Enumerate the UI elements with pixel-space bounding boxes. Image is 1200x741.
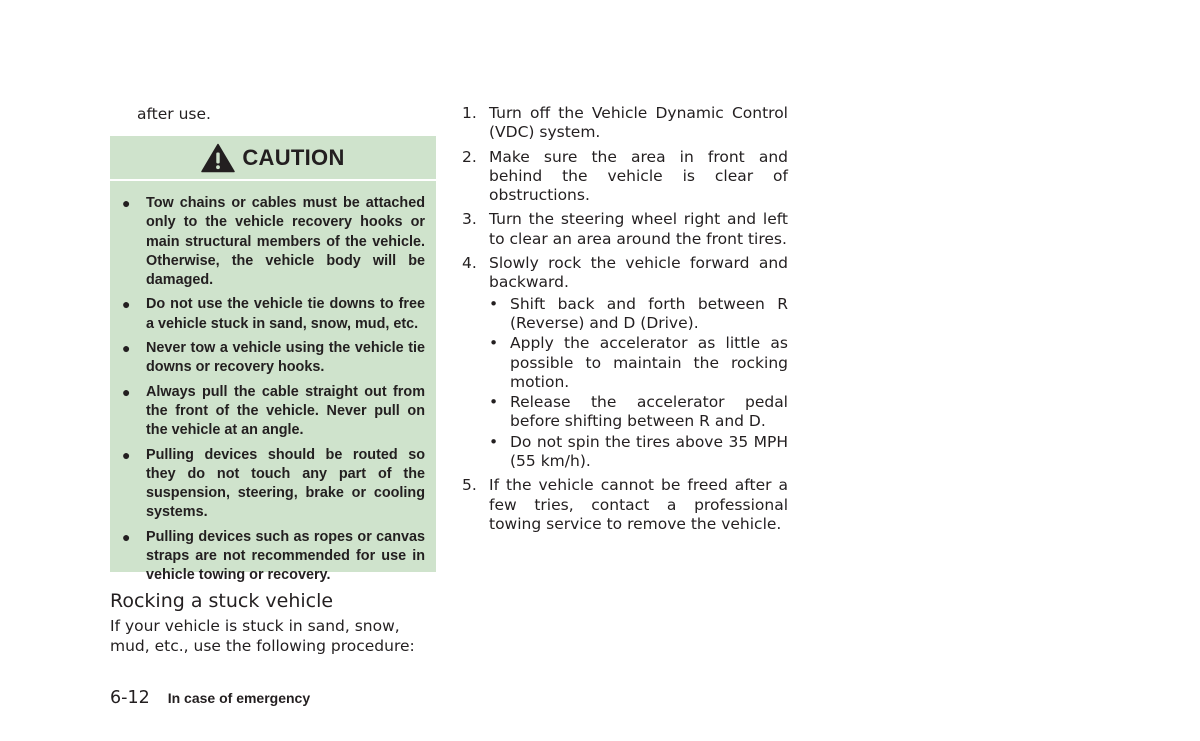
substep-text: Release the accelerator pedal before shifting between R and D.	[510, 393, 788, 431]
caution-item	[121, 339, 425, 378]
footer-title: In case of emergency	[167, 690, 311, 706]
caution-item	[121, 383, 425, 441]
bullet-icon: ●	[122, 195, 131, 211]
bullet-icon: •	[489, 294, 499, 313]
procedure-steps	[462, 104, 788, 539]
caution-header	[110, 136, 436, 181]
substep-item	[489, 393, 788, 432]
caution-item-text: Never tow a vehicle using the vehicle tie downs or recovery hooks.	[146, 340, 425, 376]
step-item	[462, 210, 788, 249]
step-text: Turn the steering wheel right and left to clear an area around the front tires.	[489, 210, 788, 248]
intro-text: after use.	[137, 105, 211, 123]
caution-item-text: Pulling devices should be routed so they do not touch any part of the suspension, steering, brake or cooling systems.	[146, 446, 425, 521]
caution-item-text: Pulling devices such as ropes or canvas straps are not recommended for use in vehicle towing or recovery.	[146, 528, 425, 584]
step-item	[462, 254, 788, 471]
step-text: Make sure the area in front and behind the vehicle is clear of obstructions.	[489, 147, 788, 205]
substep-text: Shift back and forth between R (Reverse) and D (Drive).	[510, 294, 788, 332]
step-number: 1.	[462, 104, 477, 122]
section-heading: Rocking a stuck vehicle	[110, 590, 334, 612]
caution-item-text: Tow chains or cables must be attached only to the vehicle recovery hooks or main structural members of the vehicle. Otherwise, the vehicle body will be damaged.	[146, 195, 425, 289]
bullet-icon: ●	[122, 340, 131, 357]
caution-item	[121, 528, 425, 586]
caution-item	[121, 446, 425, 523]
step-item	[462, 148, 788, 206]
bullet-icon: •	[489, 393, 499, 412]
step-text: Slowly rock the vehicle forward and backward.	[489, 254, 788, 292]
step-number: 5.	[462, 476, 477, 495]
caution-item-text: Always pull the cable straight out from the front of the vehicle. Never pull on the vehicle at an angle.	[146, 383, 425, 439]
step-number: 4.	[462, 254, 477, 273]
page-footer	[110, 688, 310, 708]
step-number: 2.	[462, 147, 477, 166]
substep-list	[489, 295, 788, 472]
substep-item	[489, 334, 788, 392]
page-number: 6-12	[110, 688, 150, 708]
caution-item	[121, 295, 425, 334]
caution-item-text: Do not use the vehicle tie downs to free a vehicle stuck in sand, snow, mud, etc.	[146, 296, 425, 332]
step-text: Turn off the Vehicle Dynamic Control (VDC) system.	[489, 104, 788, 142]
bullet-icon: ●	[122, 446, 131, 463]
warning-triangle-icon	[201, 143, 235, 173]
caution-list	[121, 194, 425, 591]
caution-box	[110, 136, 436, 584]
step-text: If the vehicle cannot be freed after a few tries, contact a professional towing service to remove the vehicle.	[489, 476, 788, 533]
bullet-icon: ●	[122, 383, 131, 400]
section-body: If your vehicle is stuck in sand, snow, mud, etc., use the following procedure:	[110, 617, 415, 655]
substep-item	[489, 295, 788, 334]
step-number: 3.	[462, 210, 477, 229]
bullet-icon: •	[489, 432, 499, 451]
bullet-icon: •	[489, 334, 499, 353]
step-item	[462, 476, 788, 534]
bullet-icon: ●	[122, 296, 131, 313]
substep-item	[489, 433, 788, 472]
caution-item	[121, 194, 425, 290]
bullet-icon: ●	[122, 528, 131, 545]
substep-text: Apply the accelerator as little as possible to maintain the rocking motion.	[510, 334, 788, 391]
step-item	[462, 104, 788, 143]
caution-title: CAUTION	[242, 144, 345, 170]
substep-text: Do not spin the tires above 35 MPH (55 km/h).	[510, 432, 788, 471]
